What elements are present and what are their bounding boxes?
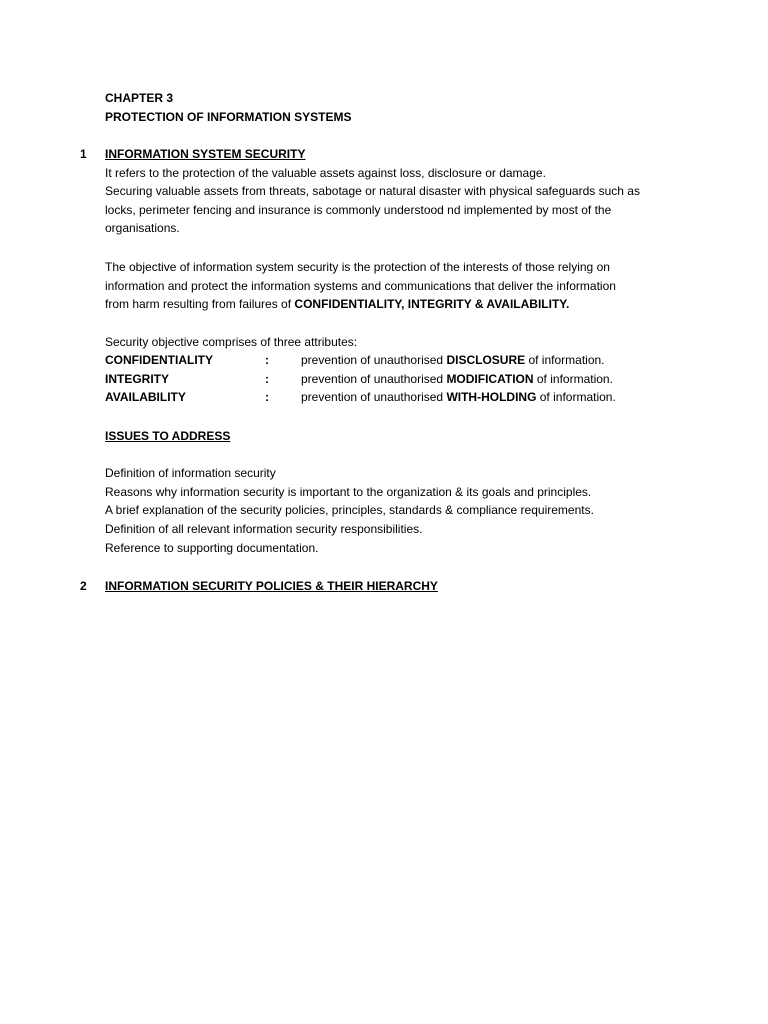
chapter-title: PROTECTION OF INFORMATION SYSTEMS bbox=[105, 110, 352, 124]
section-heading-1: INFORMATION SYSTEM SECURITY bbox=[105, 147, 306, 161]
paragraph-line: It refers to the protection of the valuable assets against loss, disclosure or damage. bbox=[105, 166, 546, 180]
issue-item: Definition of all relevant information security responsibilities. bbox=[105, 522, 423, 536]
attributes-intro: Security objective comprises of three attributes: bbox=[105, 335, 358, 349]
attribute-description: prevention of unauthorised MODIFICATION of information. bbox=[301, 372, 613, 386]
attribute-name: CONFIDENTIALITY bbox=[105, 353, 213, 367]
attribute-separator: : bbox=[265, 353, 269, 367]
attribute-description: prevention of unauthorised WITH-HOLDING of information. bbox=[301, 390, 616, 404]
paragraph-line: The objective of information system security is the protection of the interests of those relying on bbox=[105, 260, 610, 274]
issue-item: Reasons why information security is important to the organization & its goals and principles. bbox=[105, 485, 592, 499]
cia-emphasis: CONFIDENTIALITY, INTEGRITY & AVAILABILITY. bbox=[294, 297, 570, 311]
section-number-1: 1 bbox=[80, 147, 87, 161]
issue-item: Reference to supporting documentation. bbox=[105, 541, 319, 555]
section-heading-2: INFORMATION SECURITY POLICIES & THEIR HIERARCHY bbox=[105, 579, 438, 593]
attribute-name: AVAILABILITY bbox=[105, 390, 186, 404]
paragraph-text: from harm resulting from failures of bbox=[105, 297, 295, 311]
paragraph-line: organisations. bbox=[105, 221, 180, 235]
attribute-separator: : bbox=[265, 390, 269, 404]
issue-item: A brief explanation of the security policies, principles, standards & compliance requirements. bbox=[105, 503, 594, 517]
paragraph-line: locks, perimeter fencing and insurance is commonly understood nd implemented by most of the bbox=[105, 203, 612, 217]
attribute-description: prevention of unauthorised DISCLOSURE of information. bbox=[301, 353, 605, 367]
attribute-separator: : bbox=[265, 372, 269, 386]
paragraph-line: Securing valuable assets from threats, sabotage or natural disaster with physical safeguards such as bbox=[105, 184, 640, 198]
attribute-name: INTEGRITY bbox=[105, 372, 170, 386]
issue-item: Definition of information security bbox=[105, 466, 276, 480]
chapter-label: CHAPTER 3 bbox=[105, 91, 174, 105]
section-number-2: 2 bbox=[80, 579, 87, 593]
issues-heading: ISSUES TO ADDRESS bbox=[105, 429, 231, 443]
paragraph-line: information and protect the information systems and communications that deliver the information bbox=[105, 279, 616, 293]
paragraph-line bbox=[105, 295, 569, 314]
